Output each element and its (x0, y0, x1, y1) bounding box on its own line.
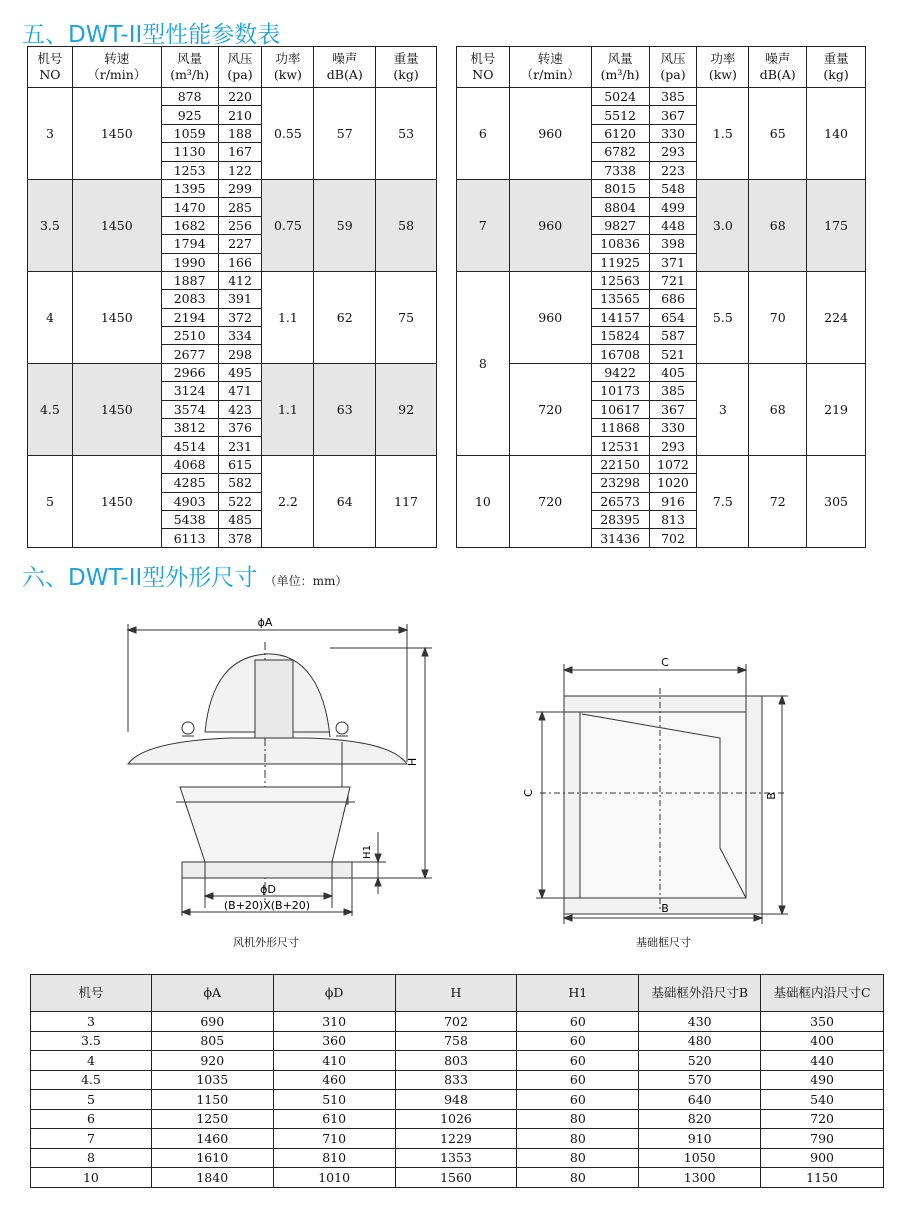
cell-flow: 11925 (591, 253, 649, 271)
cell-pressure: 188 (218, 124, 262, 142)
cell-pressure: 702 (649, 529, 697, 547)
cell-pressure: 167 (218, 143, 262, 161)
cell-base-inner-c: 400 (761, 1031, 884, 1051)
cell-base-outer-b: 520 (639, 1051, 761, 1071)
cell-flow: 4285 (161, 474, 218, 492)
cell-h: 1353 (395, 1148, 517, 1168)
header-speed: 转速 （r/min） (72, 47, 161, 88)
fan-group (28, 88, 437, 180)
cell-pressure: 615 (218, 455, 262, 473)
header-h: H (395, 975, 517, 1012)
table-row (31, 1129, 884, 1149)
fan-group (28, 179, 437, 271)
cell-base-outer-b: 1050 (639, 1148, 761, 1168)
cell-noise: 64 (314, 455, 376, 547)
cell-pressure: 412 (218, 271, 262, 289)
cell-noise: 62 (314, 271, 376, 363)
cell-base-inner-c: 900 (761, 1148, 884, 1168)
cell-h: 1229 (395, 1129, 517, 1149)
cell-power: 1.5 (697, 88, 749, 180)
cell-noise: 72 (749, 455, 807, 547)
cell-flow: 1990 (161, 253, 218, 271)
cell-pressure: 293 (649, 143, 697, 161)
cell-base-inner-c: 720 (761, 1109, 884, 1129)
header-flow: 风量 (m³/h) (161, 47, 218, 88)
cell-weight: 175 (807, 179, 866, 271)
cell-pressure: 223 (649, 161, 697, 179)
fan-group (457, 88, 866, 180)
cell-pressure: 654 (649, 308, 697, 326)
cell-flow: 7338 (591, 161, 649, 179)
cell-pressure: 376 (218, 419, 262, 437)
fan-group (457, 179, 866, 271)
cell-pressure: 385 (649, 88, 697, 106)
cell-noise: 68 (749, 179, 807, 271)
table-row (28, 179, 437, 197)
cell-flow: 2083 (161, 290, 218, 308)
table-row (31, 1109, 884, 1129)
base-frame-drawing (520, 648, 790, 928)
cell-phi-a: 1150 (151, 1090, 273, 1110)
cell-flow: 2194 (161, 308, 218, 326)
label-h1: H1 (362, 845, 373, 859)
cell-phi-d: 310 (273, 1012, 395, 1032)
label-phi-d: ϕD (260, 883, 276, 896)
cell-flow: 2677 (161, 345, 218, 363)
cell-h: 833 (395, 1070, 517, 1090)
cell-flow: 4068 (161, 455, 218, 473)
cell-pressure: 372 (218, 308, 262, 326)
header-phi-a: ϕA (151, 975, 273, 1012)
cell-flow: 10836 (591, 235, 649, 253)
cell-h1: 80 (517, 1109, 639, 1129)
cell-h1: 60 (517, 1090, 639, 1110)
label-c-top: C (661, 656, 669, 669)
cell-no: 10 (31, 1168, 152, 1188)
cell-flow: 12531 (591, 437, 649, 455)
cell-flow: 6782 (591, 143, 649, 161)
cell-pressure: 721 (649, 271, 697, 289)
cell-pressure: 231 (218, 437, 262, 455)
cell-phi-d: 610 (273, 1109, 395, 1129)
cell-no: 4 (31, 1051, 152, 1071)
cell-flow: 15824 (591, 327, 649, 345)
cell-base-inner-c: 540 (761, 1090, 884, 1110)
cell-pressure: 378 (218, 529, 262, 547)
cell-flow: 23298 (591, 474, 649, 492)
table-row (31, 1090, 884, 1110)
cell-speed: 960 (509, 271, 591, 363)
cell-base-outer-b: 820 (639, 1109, 761, 1129)
cell-no: 10 (457, 455, 510, 547)
cell-pressure: 916 (649, 492, 697, 510)
cell-weight: 305 (807, 455, 866, 547)
cell-flow: 8015 (591, 179, 649, 197)
label-b-bottom: B (661, 902, 669, 915)
cell-flow: 5438 (161, 510, 218, 528)
cell-flow: 3574 (161, 400, 218, 418)
cell-weight: 219 (807, 363, 866, 455)
cell-pressure: 587 (649, 327, 697, 345)
cell-speed: 1450 (72, 455, 161, 547)
cell-pressure: 548 (649, 179, 697, 197)
header-weight: 重量 (kg) (807, 47, 866, 88)
fan-group (457, 455, 866, 547)
table-row (457, 363, 866, 381)
table-header-row (28, 47, 437, 88)
cell-pressure: 495 (218, 363, 262, 381)
cell-phi-a: 805 (151, 1031, 273, 1051)
cell-h1: 80 (517, 1168, 639, 1188)
cell-no: 5 (31, 1090, 152, 1110)
cell-flow: 1395 (161, 179, 218, 197)
cell-phi-d: 410 (273, 1051, 395, 1071)
cell-flow: 3812 (161, 419, 218, 437)
label-b-right: B (765, 792, 778, 800)
cell-pressure: 330 (649, 419, 697, 437)
label-c-left: C (522, 789, 535, 797)
cell-no: 4.5 (28, 363, 73, 455)
cell-no: 4 (28, 271, 73, 363)
label-phi-a: ϕA (257, 616, 273, 629)
table-row (457, 179, 866, 197)
cell-power: 1.1 (262, 271, 314, 363)
cell-flow: 1059 (161, 124, 218, 142)
header-h1: H1 (517, 975, 639, 1012)
cell-flow: 16708 (591, 345, 649, 363)
cell-speed: 1450 (72, 271, 161, 363)
header-pressure: 风压 (pa) (649, 47, 697, 88)
cell-flow: 22150 (591, 455, 649, 473)
cell-no: 3.5 (31, 1031, 152, 1051)
cell-pressure: 813 (649, 510, 697, 528)
caption-fan-outline: 风机外形尺寸 (233, 936, 299, 949)
cell-h1: 80 (517, 1129, 639, 1149)
cell-flow: 925 (161, 106, 218, 124)
cell-pressure: 122 (218, 161, 262, 179)
cell-base-outer-b: 640 (639, 1090, 761, 1110)
header-noise: 噪声 dB(A) (314, 47, 376, 88)
cell-no: 8 (31, 1148, 152, 1168)
cell-h: 948 (395, 1090, 517, 1110)
cell-flow: 31436 (591, 529, 649, 547)
cell-flow: 12563 (591, 271, 649, 289)
header-base-outer-b: 基础框外沿尺寸B (639, 975, 761, 1012)
cell-pressure: 220 (218, 88, 262, 106)
table-row (28, 455, 437, 473)
cell-h1: 60 (517, 1070, 639, 1090)
cell-pressure: 1072 (649, 455, 697, 473)
cell-speed: 1450 (72, 363, 161, 455)
label-h: H (406, 757, 419, 767)
cell-pressure: 210 (218, 106, 262, 124)
cell-phi-a: 1250 (151, 1109, 273, 1129)
cell-base-outer-b: 570 (639, 1070, 761, 1090)
cell-power: 0.55 (262, 88, 314, 180)
cell-flow: 3124 (161, 382, 218, 400)
cell-h: 702 (395, 1012, 517, 1032)
cell-power: 0.75 (262, 179, 314, 271)
cell-h: 758 (395, 1031, 517, 1051)
cell-power: 1.1 (262, 363, 314, 455)
cell-flow: 5512 (591, 106, 649, 124)
table-row (457, 88, 866, 106)
table-row (457, 271, 866, 289)
cell-weight: 140 (807, 88, 866, 180)
cell-pressure: 522 (218, 492, 262, 510)
fan-group (28, 363, 437, 455)
cell-no: 8 (457, 271, 510, 455)
cell-flow: 8804 (591, 198, 649, 216)
cell-h: 1026 (395, 1109, 517, 1129)
cell-noise: 63 (314, 363, 376, 455)
cell-flow: 11868 (591, 419, 649, 437)
cell-pressure: 1020 (649, 474, 697, 492)
cell-flow: 1794 (161, 235, 218, 253)
table-row (31, 1031, 884, 1051)
cell-base-inner-c: 490 (761, 1070, 884, 1090)
header-weight: 重量 (kg) (376, 47, 437, 88)
cell-noise: 57 (314, 88, 376, 180)
cell-pressure: 582 (218, 474, 262, 492)
cell-base-inner-c: 1150 (761, 1168, 884, 1188)
caption-base-frame: 基础框尺寸 (636, 936, 691, 949)
cell-pressure: 367 (649, 400, 697, 418)
table-row (28, 88, 437, 106)
header-base-inner-c: 基础框内沿尺寸C (761, 975, 884, 1012)
cell-speed: 720 (509, 455, 591, 547)
cell-pressure: 227 (218, 235, 262, 253)
cell-phi-d: 360 (273, 1031, 395, 1051)
cell-h: 1560 (395, 1168, 517, 1188)
cell-pressure: 521 (649, 345, 697, 363)
cell-pressure: 298 (218, 345, 262, 363)
header-power: 功率 (kw) (262, 47, 314, 88)
table-row (31, 1148, 884, 1168)
cell-flow: 1130 (161, 143, 218, 161)
cell-flow: 9422 (591, 363, 649, 381)
section-6-title: 六、DWT-II型外形尺寸 （单位：mm） (22, 565, 348, 591)
cell-h1: 60 (517, 1012, 639, 1032)
header-phi-d: ϕD (273, 975, 395, 1012)
cell-no: 3.5 (28, 179, 73, 271)
cell-no: 5 (28, 455, 73, 547)
cell-flow: 10617 (591, 400, 649, 418)
table-header-row (31, 975, 884, 1012)
cell-noise: 65 (749, 88, 807, 180)
cell-pressure: 256 (218, 216, 262, 234)
cell-flow: 9827 (591, 216, 649, 234)
cell-pressure: 299 (218, 179, 262, 197)
cell-pressure: 686 (649, 290, 697, 308)
fan-group (457, 271, 866, 455)
cell-phi-a: 1840 (151, 1168, 273, 1188)
cell-speed: 960 (509, 88, 591, 180)
cell-pressure: 448 (649, 216, 697, 234)
cell-no: 6 (457, 88, 510, 180)
cell-flow: 6120 (591, 124, 649, 142)
cell-h1: 60 (517, 1051, 639, 1071)
cell-pressure: 334 (218, 327, 262, 345)
cell-power: 5.5 (697, 271, 749, 363)
cell-flow: 1470 (161, 198, 218, 216)
cell-no: 3 (31, 1012, 152, 1032)
cell-flow: 4903 (161, 492, 218, 510)
fan-outline-drawing (110, 612, 440, 922)
cell-phi-d: 460 (273, 1070, 395, 1090)
cell-h1: 60 (517, 1031, 639, 1051)
header-speed: 转速 （r/min） (509, 47, 591, 88)
cell-pressure: 485 (218, 510, 262, 528)
cell-phi-a: 690 (151, 1012, 273, 1032)
cell-base-outer-b: 430 (639, 1012, 761, 1032)
section-5-title: 五、DWT-II型性能参数表 (22, 22, 281, 48)
cell-pressure: 285 (218, 198, 262, 216)
cell-pressure: 391 (218, 290, 262, 308)
unit-note: （单位：mm） (264, 574, 348, 588)
performance-table-right (456, 46, 866, 548)
dimensions-table (30, 974, 884, 1188)
table-row (457, 455, 866, 473)
cell-flow: 28395 (591, 510, 649, 528)
cell-pressure: 405 (649, 363, 697, 381)
cell-flow: 14157 (591, 308, 649, 326)
cell-flow: 1682 (161, 216, 218, 234)
table-row (28, 271, 437, 289)
cell-h: 803 (395, 1051, 517, 1071)
cell-pressure: 330 (649, 124, 697, 142)
cell-phi-a: 920 (151, 1051, 273, 1071)
cell-flow: 2510 (161, 327, 218, 345)
cell-no: 6 (31, 1109, 152, 1129)
cell-noise: 59 (314, 179, 376, 271)
table-row (31, 1051, 884, 1071)
cell-phi-a: 1460 (151, 1129, 273, 1149)
cell-flow: 5024 (591, 88, 649, 106)
cell-power: 3 (697, 363, 749, 455)
cell-noise: 68 (749, 363, 807, 455)
cell-pressure: 367 (649, 106, 697, 124)
cell-pressure: 423 (218, 400, 262, 418)
cell-speed: 1450 (72, 88, 161, 180)
cell-noise: 70 (749, 271, 807, 363)
cell-pressure: 398 (649, 235, 697, 253)
cell-phi-a: 1035 (151, 1070, 273, 1090)
cell-speed: 960 (509, 179, 591, 271)
fan-group (28, 271, 437, 363)
cell-flow: 13565 (591, 290, 649, 308)
cell-no: 3 (28, 88, 73, 180)
table-row (31, 1012, 884, 1032)
cell-no: 7 (31, 1129, 152, 1149)
cell-flow: 6113 (161, 529, 218, 547)
cell-base-inner-c: 440 (761, 1051, 884, 1071)
header-no: 机号 (31, 975, 152, 1012)
table-row (31, 1168, 884, 1188)
cell-base-outer-b: 910 (639, 1129, 761, 1149)
cell-phi-d: 510 (273, 1090, 395, 1110)
performance-table-left (27, 46, 437, 548)
cell-weight: 58 (376, 179, 437, 271)
cell-flow: 4514 (161, 437, 218, 455)
table-row (31, 1070, 884, 1090)
cell-flow: 1253 (161, 161, 218, 179)
cell-phi-d: 810 (273, 1148, 395, 1168)
cell-pressure: 499 (649, 198, 697, 216)
cell-weight: 117 (376, 455, 437, 547)
cell-base-inner-c: 350 (761, 1012, 884, 1032)
header-noise: 噪声 dB(A) (749, 47, 807, 88)
header-power: 功率 (kw) (697, 47, 749, 88)
cell-phi-a: 1610 (151, 1148, 273, 1168)
cell-pressure: 166 (218, 253, 262, 271)
cell-flow: 878 (161, 88, 218, 106)
cell-speed: 720 (509, 363, 591, 455)
table-header-row (457, 47, 866, 88)
cell-pressure: 471 (218, 382, 262, 400)
cell-power: 7.5 (697, 455, 749, 547)
cell-flow: 1887 (161, 271, 218, 289)
cell-flow: 2966 (161, 363, 218, 381)
cell-phi-d: 710 (273, 1129, 395, 1149)
cell-weight: 75 (376, 271, 437, 363)
header-no: 机号 NO (457, 47, 510, 88)
cell-pressure: 293 (649, 437, 697, 455)
cell-pressure: 371 (649, 253, 697, 271)
cell-base-inner-c: 790 (761, 1129, 884, 1149)
table-row (28, 363, 437, 381)
cell-flow: 26573 (591, 492, 649, 510)
header-pressure: 风压 (pa) (218, 47, 262, 88)
cell-no: 4.5 (31, 1070, 152, 1090)
cell-base-outer-b: 480 (639, 1031, 761, 1051)
header-no: 机号 NO (28, 47, 73, 88)
cell-base-outer-b: 1300 (639, 1168, 761, 1188)
cell-flow: 10173 (591, 382, 649, 400)
cell-h1: 80 (517, 1148, 639, 1168)
cell-weight: 92 (376, 363, 437, 455)
cell-weight: 224 (807, 271, 866, 363)
cell-power: 3.0 (697, 179, 749, 271)
cell-no: 7 (457, 179, 510, 271)
cell-weight: 53 (376, 88, 437, 180)
cell-phi-d: 1010 (273, 1168, 395, 1188)
header-flow: 风量 (m³/h) (591, 47, 649, 88)
cell-pressure: 385 (649, 382, 697, 400)
cell-speed: 1450 (72, 179, 161, 271)
cell-power: 2.2 (262, 455, 314, 547)
fan-group (28, 455, 437, 547)
label-base-size: (B+20)X(B+20) (223, 899, 311, 912)
